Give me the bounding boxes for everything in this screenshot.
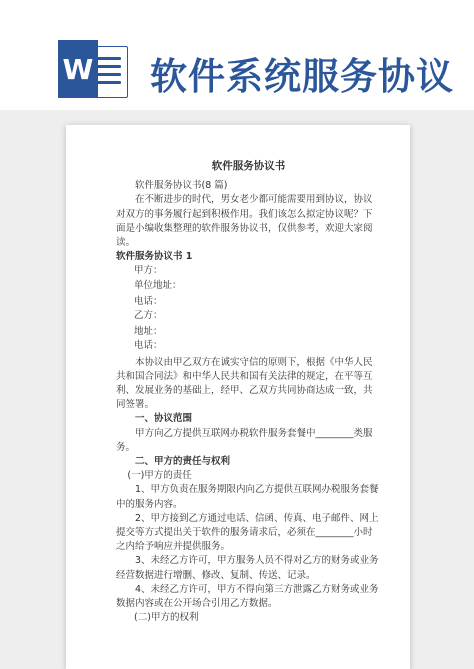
phone-field-b: 电话： [134, 340, 163, 352]
document-page [66, 125, 410, 669]
banner [0, 0, 474, 110]
preamble-paragraph: 本协议由甲乙双方在诚实守信的原则下，根据《中华人民共和国合同法》和中华人民共和国有关法律的规定，在平等互利、发展业务的基础上，经甲、乙双方共同协商达成一致，共同签署。 [116, 356, 373, 411]
rights-subheading: (二)甲方的权利 [134, 612, 199, 624]
banner-title: 软件系统服务协议 [150, 55, 454, 98]
party-a-field: 甲方： [134, 265, 163, 277]
document-subtitle: 软件服务协议书(8 篇) [135, 180, 228, 192]
scope-paragraph: 甲方向乙方提供互联网办税软件服务套餐中________类服务。 [116, 427, 373, 453]
duty-item-4: 4、未经乙方许可，甲方不得向第三方泄露乙方财务或业务数据内容或在公开场合引用乙方数据。 [116, 583, 379, 610]
word-logo-badge: W [58, 40, 98, 98]
clause-heading-duties: 二、甲方的责任与权利 [135, 456, 231, 468]
duty-subheading: (一)甲方的责任 [127, 470, 192, 482]
section-heading: 软件服务协议书 1 [116, 251, 193, 263]
unit-address-field: 单位地址： [134, 279, 182, 291]
duty-item-1: 1、甲方负责在服务期限内向乙方提供互联网办税服务套餐中的服务内容。 [116, 484, 379, 510]
party-b-field: 乙方： [134, 310, 163, 322]
word-document-icon [58, 40, 128, 102]
intro-paragraph: 在不断进步的时代，男女老少都可能需要用到协议，协议对双方的事务履行起到积极作用。我们该怎么拟定协议呢？下面是小编收集整理的软件服务协议书，仅供参考，欢迎大家阅读。 [116, 194, 373, 249]
clause-heading-scope: 一、协议范围 [135, 413, 193, 425]
phone-field-a: 电话： [134, 295, 163, 307]
document-body [116, 159, 381, 626]
address-field: 地址： [134, 326, 163, 338]
duty-item-3: 3、未经乙方许可，甲方服务人员不得对乙方的财务或业务经营数据进行增删、修改、复制、传送、记录。 [116, 555, 379, 581]
duty-item-2: 2、甲方接到乙方通过电话、信函、传真、电子邮件、网上提交等方式提出关于软件的服务请求后，必须在________小时之内给予响应并提供服务。 [116, 512, 379, 553]
document-title: 软件服务协议书 [211, 160, 286, 172]
